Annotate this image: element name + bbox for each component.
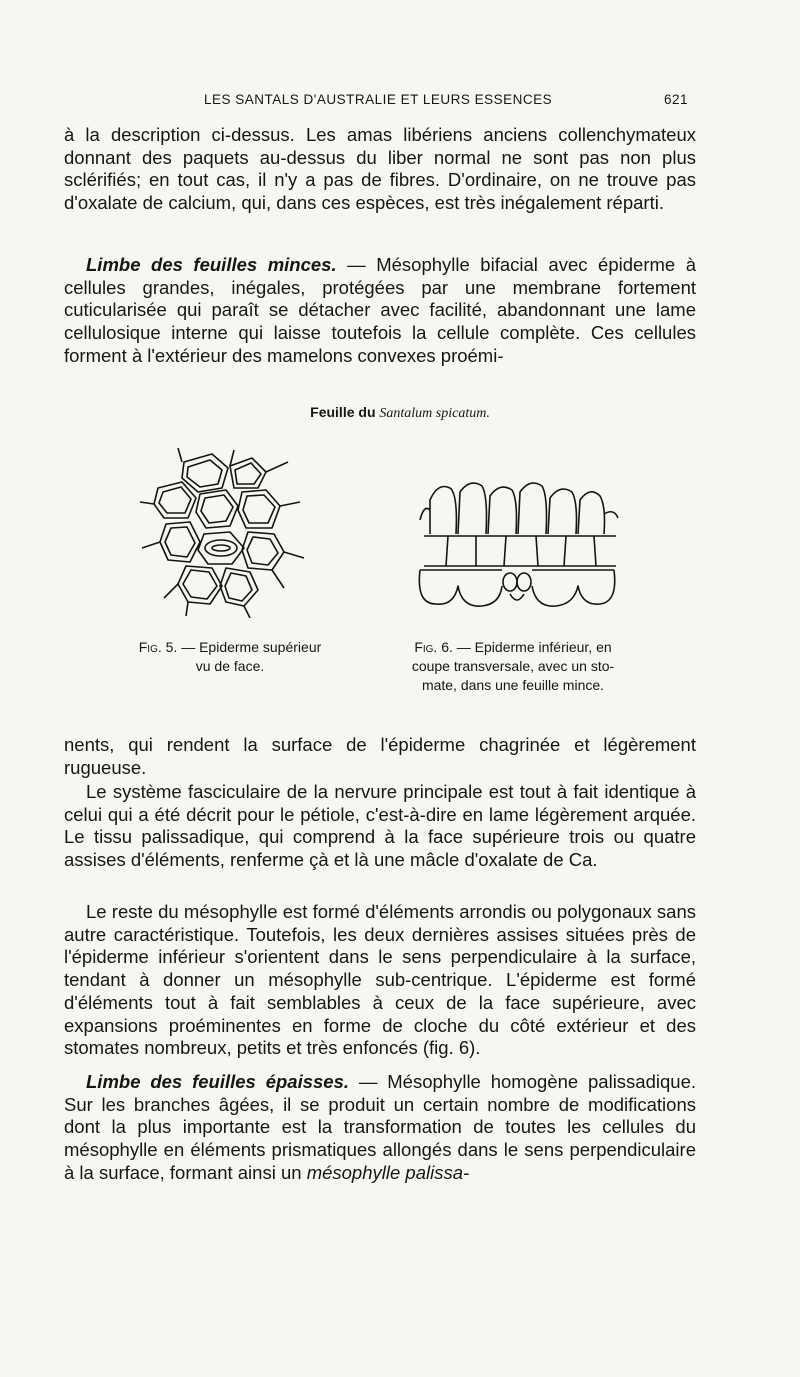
- page-number: 621: [663, 92, 688, 107]
- thick-leaves-paragraph: [64, 1071, 696, 1185]
- fig5-caption-line2: vu de face.: [195, 658, 265, 674]
- fig5-caption-line1: [96, 638, 364, 657]
- thin-leaves-text: — Mésophylle bifacial avec épiderme à cellules grandes, inégales, protégées par une membrane fortement cuticularisée qui paraît se détacher avec facilité, abandonnant une lame cellulosique interne qui laisse toutefois la cellule complète. Ces cellules forment à l'extérieur des mamelons convexes proémi-: [64, 254, 697, 366]
- fig6-epidermis-section-drawing: [414, 474, 622, 618]
- thick-leaves-italic-term: mésophylle palissa-: [306, 1161, 470, 1183]
- thin-leaves-continuation: nents, qui rendent la surface de l'épiderme chagrinée et légèrement rugueuse.: [64, 734, 696, 778]
- page-header: [64, 92, 688, 114]
- fig6-caption-line2: coupe transversale, avec un sto-: [411, 658, 615, 674]
- body-paragraph-1: Le système fasciculaire de la nervure principale est tout à fait identique à celui qui a été décrit pour le pétiole, c'est-à-dire en lame légèrement arquée. Le tissu palissadique, qui comprend à la face supérieure trois ou quatre assises d'éléments, renferme çà et là une mâcle d'oxalate de Ca.: [64, 781, 696, 871]
- body-paragraph-2: Le reste du mésophylle est formé d'éléments arrondis ou polygonaux sans autre caractéristique. Toutefois, les deux dernières assises situées près de l'épiderme inférieur s'orientent dans le sens perpendiculaire à la surface, tendant à donner un mésophylle sub-centrique. L'épiderme est formé d'éléments tout à fait semblables à ceux de la face supérieure, avec expansions proéminentes en forme de cloche du côté extérieur et des stomates nombreux, petits et très enfoncés (fig. 6).: [64, 901, 696, 1059]
- figure-title: [0, 404, 800, 422]
- fig6-caption: [378, 638, 648, 695]
- fig5-label: Fig. 5.: [138, 639, 178, 655]
- fig5-stomate: [205, 540, 237, 556]
- fig6-palisade-cells: [420, 483, 618, 534]
- thick-leaves-heading: Limbe des feuilles épaisses.: [86, 1071, 350, 1092]
- thin-leaves-heading: Limbe des feuilles minces.: [86, 254, 337, 275]
- fig6-label: Fig. 6.: [414, 639, 453, 655]
- thick-leaves-text: — Mésophylle homogène palissadique. Sur les branches âgées, il se produit un certain nombre de modifications dont la plus importante est la transformation de toutes les cellules du mésophylle en éléments prismatiques allongés dans le sens perpendiculaire à la surface, formant ainsi un: [64, 1071, 697, 1183]
- figure-species: Santalum spicatum.: [379, 406, 490, 421]
- fig6-caption-text: — Epiderme inférieur, en: [452, 639, 612, 655]
- fig5-cell-network: [140, 448, 304, 618]
- fig5-epidermis-face-drawing: [138, 448, 308, 618]
- fig6-stomate: [503, 573, 531, 600]
- fig6-middle-cells: [424, 536, 616, 566]
- fig6-caption-line1: [378, 638, 648, 657]
- fig5-caption-text: — Epiderme supérieur: [177, 639, 322, 655]
- thin-leaves-paragraph: [64, 254, 696, 368]
- intro-paragraph: à la description ci-dessus. Les amas libériens anciens collenchymateux donnant des paquets au-dessus du liber normal ne sont pas non plus sclérifiés; en tout cas, il n'y a pas de fibres. D'ordinaire, on ne trouve pas d'oxalate de calcium, qui, dans ces espèces, est très inégalement réparti.: [64, 124, 696, 214]
- figure-title-prefix: Feuille du: [310, 404, 376, 420]
- running-title: LES SANTALS D'AUSTRALIE ET LEURS ESSENCES: [204, 92, 553, 107]
- fig6-caption-line3: mate, dans une feuille mince.: [421, 677, 605, 693]
- fig5-caption: [96, 638, 364, 676]
